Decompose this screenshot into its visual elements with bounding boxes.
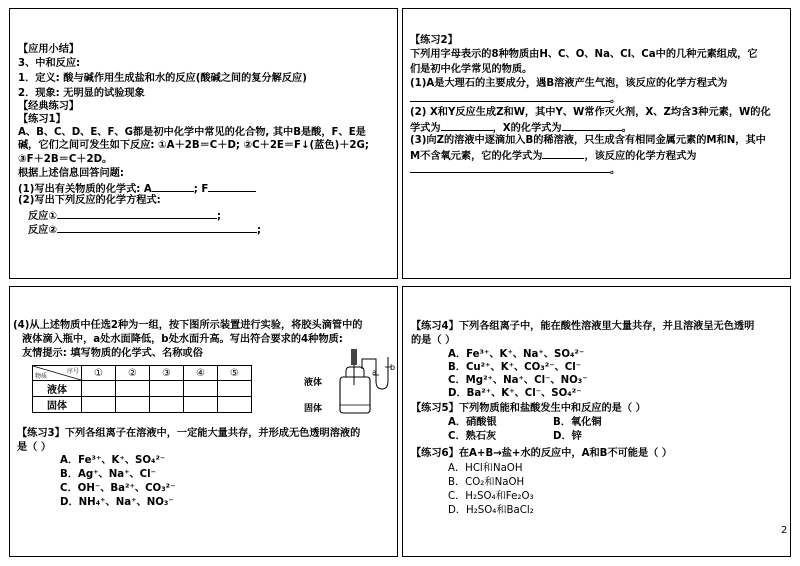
question-text: ，X的化学式为 [492, 123, 562, 134]
text-line: 3、中和反应: [18, 58, 81, 69]
slide-panel-3 [9, 286, 398, 557]
section-header: 【经典练习】 [18, 101, 80, 112]
answer-blank[interactable] [441, 120, 493, 131]
dropper-bulb [351, 349, 357, 365]
option-d[interactable]: D．H₂SO₄和BaCl₂ [448, 505, 534, 516]
observation-table [32, 365, 252, 413]
text-line: (4)从上述物质中任选2种为一组，按下图所示装置进行实验，将胶头滴管中的 [13, 320, 363, 331]
text-line: (2) X和Y反应生成Z和W，其中Y、W常作灭火剂，X、Z均含3种元素，W的化 [410, 107, 771, 118]
table-cell[interactable] [150, 397, 184, 413]
option-d[interactable]: D．Ba²⁺、K⁺、Cl⁻、SO₄²⁻ [448, 388, 582, 399]
section-header: 【应用小结】 [18, 44, 80, 55]
answer-blank[interactable] [57, 222, 257, 233]
table-cell[interactable] [82, 397, 116, 413]
question-line [410, 120, 632, 135]
table-cell[interactable] [184, 397, 218, 413]
table-corner-cell [33, 366, 82, 381]
exercise-title: 【练习4】下列各组离子中，能在酸性溶液里大量共存，并且溶液呈无色透明 [411, 321, 755, 332]
slide-panel-4 [402, 286, 791, 557]
reaction-label: 反应② [28, 225, 58, 236]
table-cell[interactable] [218, 381, 252, 397]
text-line: 们是初中化学常见的物质。 [410, 64, 533, 75]
question-line [28, 222, 261, 237]
exercise-title: 【练习5】下列物质能和盐酸发生中和反应的是（ ） [411, 403, 646, 414]
table-cell[interactable] [116, 397, 150, 413]
question-text: (1)写出有关物质的化学式: A [18, 184, 152, 195]
table-cell[interactable] [82, 381, 116, 397]
answer-blank[interactable] [57, 208, 217, 219]
exercise-title: 【练习6】在A+B→盐+水的反应中，A和B不可能是（ ） [411, 448, 673, 459]
option-d[interactable]: D．NH₄⁺、Na⁺、NO₃⁻ [60, 497, 174, 508]
page-number: 2 [781, 525, 788, 536]
punctuation: 。 [621, 123, 632, 134]
apparatus-diagram [332, 341, 392, 417]
text-line: 2．现象: 无明显的试验现象 [18, 88, 145, 99]
table-cell[interactable] [184, 381, 218, 397]
option-c[interactable]: C．OH⁻、Ba²⁺、CO₃²⁻ [60, 483, 176, 494]
text-line: (1)A是大理石的主要成分，遇B溶液产生气泡，该反应的化学方程式为 [410, 78, 728, 89]
answer-blank[interactable] [562, 120, 622, 131]
punctuation: ; [217, 211, 222, 222]
question-text: ; F [193, 184, 209, 195]
exercise-title: 【练习1】 [18, 114, 66, 125]
text-line: 1．定义: 酸与碱作用生成盐和水的反应(酸碱之间的复分解反应) [18, 73, 307, 84]
option-b[interactable]: B．Ag⁺、Na⁺、Cl⁻ [60, 469, 157, 480]
question-line [410, 148, 696, 163]
label-a: a [372, 368, 377, 377]
punctuation: ; [257, 225, 262, 236]
table-col-header: ④ [184, 366, 218, 381]
exercise-title: 【练习2】 [410, 35, 458, 46]
text-line: 碱，它们之间可发生如下反应: ①A＋2B＝C＋D; ②C＋2E＝F↓(蓝色)＋2G; [18, 140, 369, 151]
text-line: 的是（ ） [411, 335, 456, 346]
punctuation: 。 [610, 94, 621, 105]
option-b[interactable]: B．Cu²⁺、K⁺、CO₃²⁻、Cl⁻ [448, 362, 582, 373]
option-c[interactable]: C．H₂SO₄和Fe₂O₃ [448, 491, 534, 502]
option-a[interactable]: A．Fe³⁺、K⁺、Na⁺、SO₄²⁻ [448, 349, 585, 360]
table-header-row [33, 366, 252, 381]
table-row-header: 液体 [33, 381, 82, 397]
table-cell[interactable] [116, 381, 150, 397]
table-row [33, 397, 252, 413]
option-b[interactable]: B．CO₂和NaOH [448, 477, 525, 488]
answer-blank[interactable] [410, 91, 610, 102]
text-line: (2)写出下列反应的化学方程式: [18, 195, 161, 206]
question-line [410, 91, 620, 106]
slide-panel-2 [402, 8, 791, 279]
text-line: 液体滴入瓶中，a处水面降低，b处水面升高。写出符合要求的4种物质: [22, 334, 343, 345]
table-col-header: ⑤ [218, 366, 252, 381]
table-row [33, 381, 252, 397]
apparatus-label-liquid: 液体 [304, 378, 323, 388]
text-line: A、B、C、D、E、F、G都是初中化学中常见的化合物, 其中B是酸，F、E是 [18, 127, 366, 138]
question-text: ，该反应的化学方程式为 [584, 151, 697, 162]
option-c[interactable]: C．Mg²⁺、Na⁺、Cl⁻、NO₃⁻ [448, 375, 588, 386]
table-cell[interactable] [150, 381, 184, 397]
question-text: M不含氧元素，它的化学式为 [410, 151, 543, 162]
exercise-title: 【练习3】下列各组离子在溶液中，一定能大量共存，并形成无色透明溶液的 [17, 428, 361, 439]
text-line: ③F＋2B＝C＋2D。 [18, 154, 113, 165]
answer-blank[interactable] [542, 148, 584, 159]
option-d[interactable]: D．锌 [553, 431, 582, 442]
table-col-header: ② [116, 366, 150, 381]
reaction-label: 反应① [28, 211, 58, 222]
table-row-header: 固体 [33, 397, 82, 413]
text-line: 是（ ） [17, 442, 52, 453]
text-line: 下列用字母表示的8种物质由H、C、O、Na、Cl、Ca中的几种元素组成，它 [410, 49, 758, 60]
question-line [28, 208, 221, 223]
punctuation: 。 [610, 165, 621, 176]
text-line: (3)向Z的溶液中逐滴加入B的稀溶液，只生成含有相同金属元素的M和N，其中 [410, 135, 766, 146]
question-text: 学式为 [410, 123, 441, 134]
text-line: 根据上述信息回答问题: [18, 168, 124, 179]
option-a[interactable]: A．硝酸银 [448, 417, 497, 428]
apparatus-label-solid: 固体 [304, 404, 323, 414]
answer-blank[interactable] [208, 181, 256, 192]
option-b[interactable]: B．氧化铜 [553, 417, 602, 428]
label-b: b [390, 363, 396, 372]
option-a[interactable]: A．Fe³⁺、K⁺、SO₄²⁻ [60, 455, 166, 466]
option-c[interactable]: C．熟石灰 [448, 431, 497, 442]
table-cell[interactable] [218, 397, 252, 413]
answer-blank[interactable] [410, 162, 610, 173]
text-line: 友情提示: 填写物质的化学式、名称或俗 [22, 348, 203, 359]
corner-label: 序号 [66, 368, 79, 375]
answer-blank[interactable] [152, 181, 194, 192]
option-a[interactable]: A．HCl和NaOH [448, 463, 523, 474]
slide-panel-1 [9, 8, 398, 279]
table-col-header: ① [82, 366, 116, 381]
table-col-header: ③ [150, 366, 184, 381]
corner-label: 物质 [35, 373, 48, 380]
question-line [410, 162, 620, 177]
